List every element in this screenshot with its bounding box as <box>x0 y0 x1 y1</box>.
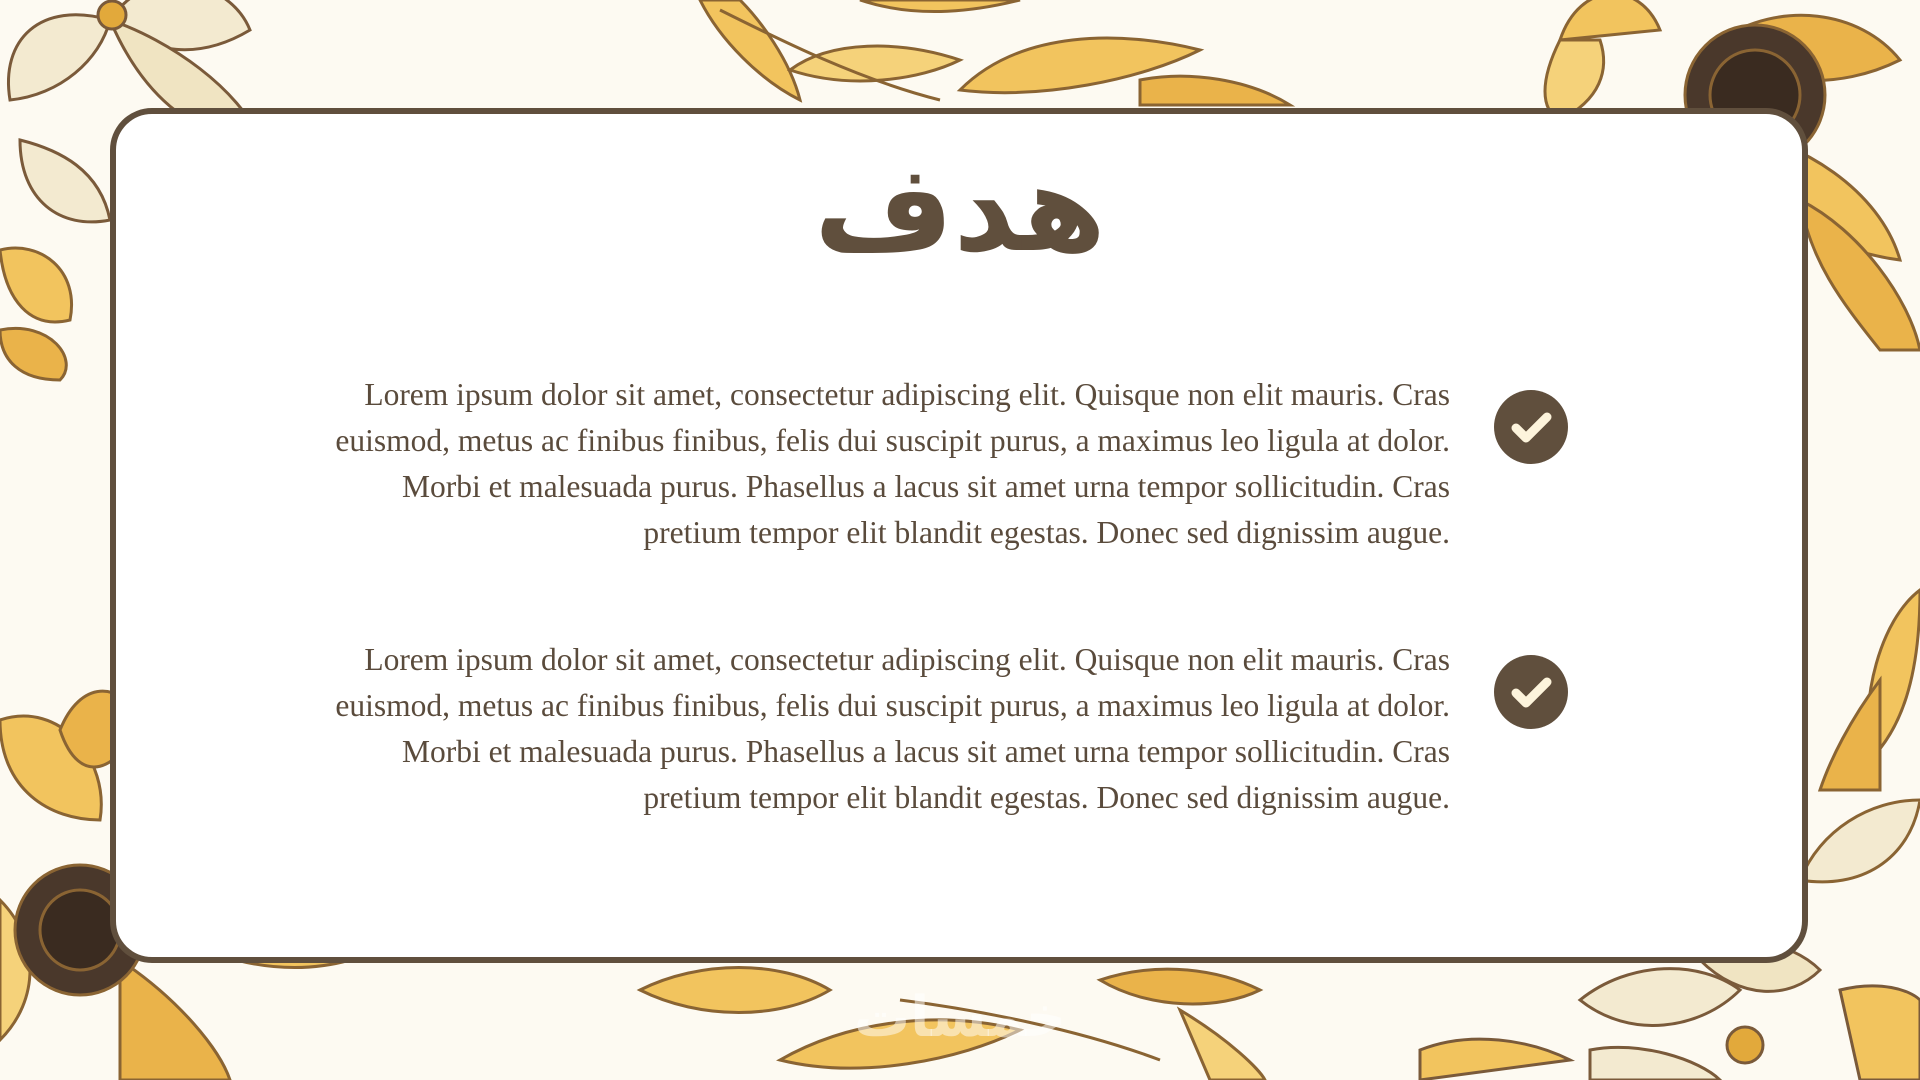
objective-item <box>300 637 1450 837</box>
objective-text: Lorem ipsum dolor sit amet, consectetur adipiscing elit. Quisque non elit mauris. Cras euismod, metus ac finibus finibus, felis dui suscipit purus, a maximus leo ligula at dolor. Morbi et malesuada purus. Phasellus a lacus sit amet urna tempor sollicitudin. Cras pretium tempor elit blandit egestas. Donec sed dignissim augue. <box>335 377 1450 550</box>
yellow-leaves-right-icon <box>1800 590 1920 882</box>
slide-title: هدف <box>814 140 1106 279</box>
check-circle-icon <box>1494 390 1568 464</box>
watermark: خمسات <box>853 985 1067 1050</box>
objective-item <box>300 372 1450 572</box>
objective-text: Lorem ipsum dolor sit amet, consectetur adipiscing elit. Quisque non elit mauris. Cras euismod, metus ac finibus finibus, felis dui suscipit purus, a maximus leo ligula at dolor. Morbi et malesuada purus. Phasellus a lacus sit amet urna tempor sollicitudin. Cras pretium tempor elit blandit egestas. Donec sed dignissim augue. <box>335 642 1450 815</box>
yellow-leaves-top-center-icon <box>700 0 1290 105</box>
check-circle-icon <box>1494 655 1568 729</box>
